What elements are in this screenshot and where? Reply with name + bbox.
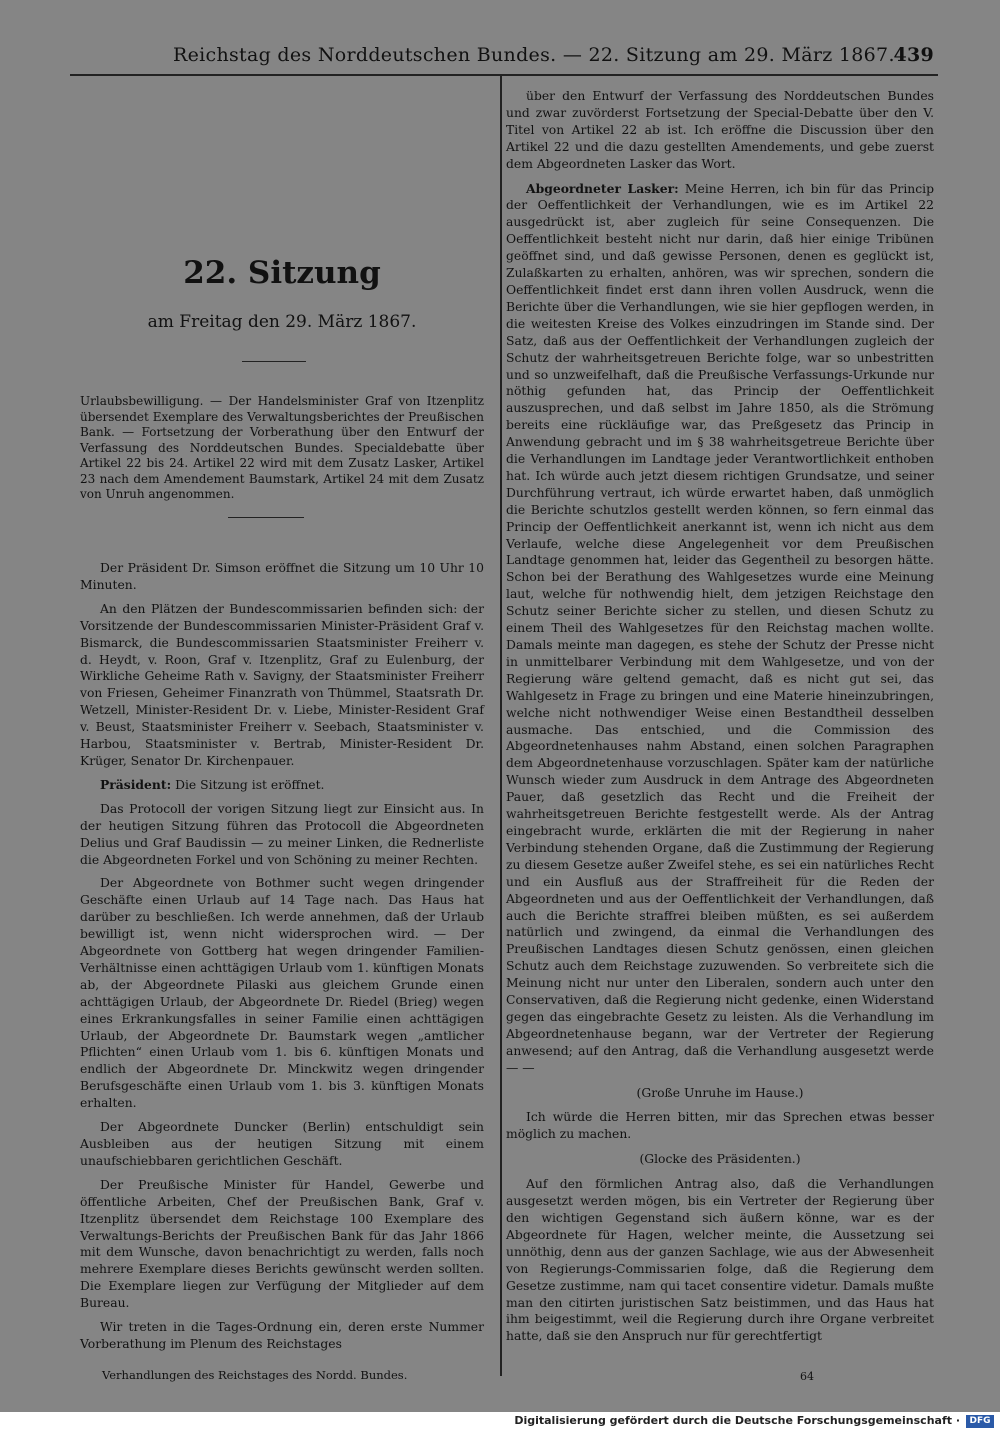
paragraph [80, 875, 484, 1112]
paragraph-text: (Große Unruhe im Hause.) [636, 1085, 804, 1100]
paragraph [80, 1177, 484, 1312]
session-date: am Freitag den 29. März 1867. [147, 312, 417, 332]
running-title: Reichstag des Norddeutschen Bundes. — 22. Sitzung am 29. März 1867. [173, 44, 895, 66]
running-header [70, 44, 938, 72]
paragraph-text: An den Plätzen der Bundescommissarien befinden sich: der Vorsitzende der Bundescommissarien Minister-Präsident Graf v. Bismarck, die Bundescommissarien Staatsminister Freiherr v. d. Heydt, v. Roon, Graf v. Itzenplitz, Graf zu Eulenburg, der Wirkliche Geheime Rath v. Savigny, der Staatsminister Freiherr von Friesen, Geheimer Finanzrath von Thümmel, Staatsrath Dr. Wetzell, Minister-Resident Dr. v. Liebe, Minister-Resident Graf v. Beust, Staatsminister Freiherr v. Seebach, Staatsminister v. Harbou, Staatsminister v. Bertrab, Minister-Resident Dr. Krüger, Senator Dr. Kirchenpauer. [80, 601, 484, 768]
paragraph-text: (Glocke des Präsidenten.) [639, 1152, 801, 1167]
paragraph-text: Der Abgeordnete Duncker (Berlin) entschuldigt sein Ausbleiben aus der heutigen Sitzung mit einem unaufschiebbaren gerichtlichen Geschäft. [80, 1120, 484, 1168]
paragraph [80, 801, 484, 869]
paragraph-text: Das Protocoll der vorigen Sitzung liegt zur Einsicht aus. In der heutigen Sitzung führen das Protocoll die Abgeordneten Delius und Graf Baudissin — zu meiner Linken, die Rednerliste die Abgeordneten Forkel und von Schöning zu meiner Rechten. [80, 801, 484, 867]
paragraph-text: Auf den förmlichen Antrag also, daß die Verhandlungen ausgesetzt werden mögen, bis ein Vertreter der Regierung über den wichtigen Gegenstand sich äußern könne, war es der Abgeordnete für Hagen, welcher meinte, die Aussetzung sei unnöthig, denn aus der ganzen Sachlage, wie aus der Abwesenheit von Regierungs-Commissarien folge, daß die Regierung dem Gesetze zustimme, nam qui tacet consentire videtur. Damals mußte man den citirten juristischen Satz beistimmen, und das Haus hat ihm beigestimmt, weil die Regierung durch ihre Organe verbreitet hatte, daß sie den Anspruch nur für gerechtfertigt [506, 1177, 934, 1344]
paragraph [506, 181, 934, 1077]
paragraph [506, 1176, 934, 1345]
page-number: 439 [893, 44, 934, 66]
session-summary: Urlaubsbewilligung. — Der Handelsminister Graf von Itzenplitz übersendet Exemplare des Verwaltungsberichtes der Preußischen Bank. — Fortsetzung der Vorberathung über den Entwurf der Verfassung des Norddeutschen Bundes. Specialdebatte über Artikel 22 bis 24. Artikel 22 wird mit dem Zusatz Lasker, Artikel 23 nach dem Amendement Baumstark, Artikel 24 mit dem Zusatz von Unruh angenommen. [80, 394, 484, 501]
signature-mark: 64 [800, 1370, 814, 1383]
paragraph [80, 1119, 484, 1170]
paragraph [80, 601, 484, 770]
paragraph-text: Die Sitzung ist eröffnet. [175, 777, 325, 792]
dfg-logo: DFG [966, 1415, 994, 1428]
paragraph [506, 88, 934, 173]
paragraph-text: Meine Herren, ich bin für das Princip der Oeffentlichkeit der Verhandlungen, wie es im Artikel 22 ausgedrückt ist, aber zugleich für seine Consequenzen. Die Oeffentlichkeit besteht nicht nur darin, daß hier einige Tribünen geöffnet sind, und daß gewisse Personen, denen es geglückt ist, Zulaßkarten zu erhalten, anhören, was wir sprechen, sondern die Oeffentlichkeit findet erst dann ihren vollen Ausdruck, wenn die Berichte über die Verhandlungen, wie sie hier gepflogen werden, in die weitesten Kreise des Volkes einzudringen im Stande sind. Der Satz, daß aus der Oeffentlichkeit der Verhandlungen zugleich der Schutz der wahrheitsgetreuen Berichte folge, war so unbestritten und so unzweifelhaft, daß die Preußische Verfassungs-Urkunde nur nöthig gefunden hat, das Princip der Oeffentlichkeit auszusprechen, und daß selbst im Jahre 1850, als die Strömung bereits eine rückläufige war, das Preßgesetz das Princip in Anwendung gebracht und im § 38 wahrheitsgetreue Berichte über die Verhandlungen im Landtage jeder Verantwortlichkeit enthoben hat. Ich würde auch jetzt diesem richtigen Grundsatze, und seiner Durchführung vertraut, ich würde erwartet haben, daß unmöglich die Berichte schutzlos gestellt werden können, so fern einmal das Princip der Oeffentlichkeit anerkannt ist, wenn ich nicht aus dem Verlaufe, welche diese Angelegenheit vor dem Preußischen Landtage genommen hat, leider das Gegentheil zu besorgen hätte. Schon bei der Berathung des Wahlgesetzes wurde eine Meinung laut, welche für nothwendig hielt, dem jetzigen Reichstage den Schutz seiner Berichte sicher zu stellen, und diesen Schutz zu einem Theil des Wahlgesetzes für den Reichstag machen wollte. Damals meinte man dagegen, es stehe der Schutz der Presse nicht in unmittelbarer Verbindung mit dem Wahlgesetze, und von der Regierung wäre geltend gemacht, daß es nicht gut sei, das Wahlgesetz in Frage zu bringen und eine Materie hineinzubringen, welche nicht nothwendiger Weise einen Bestandtheil desselben ausmache. Das entschied, und die Commission des Abgeordnetenhauses nahm Abstand, einen solchen Paragraphen dem Abgeordnetenhause vorzuschlagen. Später kam der natürliche Wunsch wieder zum Ausdruck in dem Antrage des Abgeordneten Pauer, daß gesetzlich das Recht und die Freiheit der wahrheitsgetreuen Berichte festgestellt werde. Als der Antrag eingebracht wurde, erklärten die mit der Regierung in naher Verbindung stehenden Organe, daß die Zustimmung der Regierung zu diesem Gesetze außer Zweifel stehe, es sei ein natürliches Recht und ein Ausfluß aus der Straffreiheit für die Reden der Abgeordneten und aus der Oeffentlichkeit der Verhandlungen, daß auch die Berichte straffrei bleiben müßten, es sei außerdem natürlich und zwingend, da einmal die Verhandlungen des Preußischen Landtages diesen Schutz genössen, einen gleichen Schutz auch dem Reichstage zuzuwenden. So verbreitete sich die Meinung nicht nur unter den Liberalen, sondern auch unter den Conservativen, daß die Regierung nicht gedenke, einen Widerstand gegen das eingebrachte Gesetz zu leisten. Als die Verhandlung im Abgeordnetenhause begann, war der Vertreter der Regierung anwesend; auf den Antrag, daß die Verhandlung ausgesetzt werde — — [506, 181, 934, 1075]
column-divider [500, 76, 502, 1376]
credit-bar [0, 1412, 1000, 1432]
speaker-name: Abgeordneter Lasker: [526, 180, 679, 196]
paragraph [80, 560, 484, 594]
paragraph [506, 1109, 934, 1143]
funding-credit: Digitalisierung gefördert durch die Deutsche Forschungsgemeinschaft · [514, 1414, 960, 1427]
paragraph [506, 1151, 934, 1168]
paragraph-text: über den Entwurf der Verfassung des Norddeutschen Bundes und zwar zuvörderst Fortsetzung der Special-Debatte über den V. Titel von Artikel 22 ab ist. Ich eröffne die Discussion über den Artikel 22 und die dazu gestellten Amendements, und gebe zuerst dem Abgeordneten Lasker das Wort. [506, 89, 934, 171]
left-column [80, 560, 484, 1360]
paragraph-text: Der Abgeordnete von Bothmer sucht wegen dringender Geschäfte einen Urlaub auf 14 Tage nach. Das Haus hat darüber zu beschließen. Ich werde annehmen, daß der Urlaub bewilligt ist, wenn nicht widersprochen wird. — Der Abgeordnete von Gottberg hat wegen dringender Familien-Verhältnisse einen achttägigen Urlaub vom 1. künftigen Monats ab, der Abgeordnete Pilaski aus gleichem Grunde einen achttägigen Urlaub, der Abgeordnete Dr. Riedel (Brieg) wegen eines Erkrankungsfalles in seiner Familie einen achttägigen Urlaub, der Abgeordnete Dr. Baumstark wegen „amtlicher Pflichten“ einen Urlaub vom 1. bis 6. künftigen Monats und endlich der Abgeordnete Dr. Minckwitz wegen dringender Berufsgeschäfte einen Urlaub vom 1. bis 3. künftigen Monats erhalten. [80, 876, 484, 1111]
divider-rule [228, 517, 304, 518]
paragraph-text: Der Preußische Minister für Handel, Gewerbe und öffentliche Arbeiten, Chef der Preußischen Bank, Graf v. Itzenplitz übersendet dem Reichstage 100 Exemplare des Verwaltungs-Berichts der Preußischen Bank für das Jahr 1866 mit dem Wunsche, davon benachrichtigt zu werden, falls noch mehrere Exemplare dieses Berichts gewünscht werden sollten. Die Exemplare liegen zur Verfügung der Mitglieder auf dem Bureau. [80, 1177, 484, 1311]
footer-source: Verhandlungen des Reichstages des Nordd. Bundes. [102, 1368, 408, 1382]
divider-rule [242, 361, 306, 362]
paragraph [80, 777, 484, 794]
paragraph-text: Wir treten in die Tages-Ordnung ein, deren erste Nummer Vorberathung im Plenum des Reichstages [80, 1320, 484, 1351]
paragraph [80, 1319, 484, 1353]
paragraph-text: Der Präsident Dr. Simson eröffnet die Sitzung um 10 Uhr 10 Minuten. [80, 561, 484, 592]
session-title: 22. Sitzung [183, 255, 381, 291]
paragraph-text: Ich würde die Herren bitten, mir das Sprechen etwas besser möglich zu machen. [506, 1110, 934, 1142]
speaker-name: Präsident: [100, 776, 172, 792]
right-column [506, 88, 934, 1353]
paragraph [506, 1085, 934, 1102]
header-rule [70, 74, 938, 76]
